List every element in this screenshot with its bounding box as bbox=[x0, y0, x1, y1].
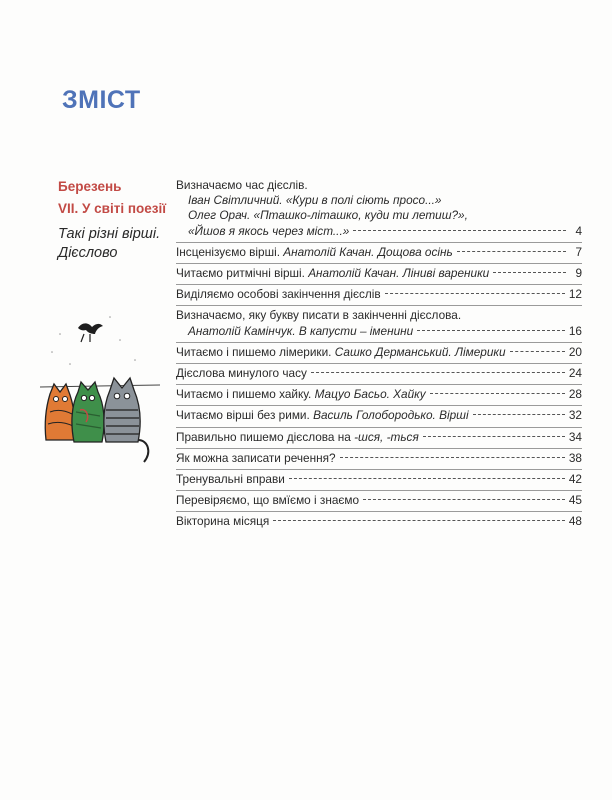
toc-entry-author-work: Анатолій Качан. Ліниві вареники bbox=[308, 266, 490, 281]
dot-leader bbox=[289, 478, 565, 479]
page-number: 12 bbox=[568, 287, 582, 302]
page-number: 24 bbox=[568, 366, 582, 381]
toc-entry-author-work: Олег Орач. «Пташко-літашко, куди ти летиш?», bbox=[188, 208, 468, 223]
cats-illustration bbox=[40, 312, 160, 472]
toc-entry-text bbox=[176, 266, 489, 281]
toc-entry-line bbox=[176, 493, 582, 508]
toc-entry-text bbox=[176, 408, 469, 423]
toc-entry-title: Як можна записати речення? bbox=[176, 450, 336, 465]
toc-entry[interactable] bbox=[176, 306, 582, 342]
toc-entry-title: Інсценізуємо вірші. bbox=[176, 244, 284, 259]
toc-entry-author-work: Сашко Дерманський. Лімерики bbox=[334, 344, 506, 359]
toc-entry-title: Дієслова минулого часу bbox=[176, 366, 307, 381]
toc-entry-text bbox=[188, 208, 468, 223]
toc-entry-title: Тренувальні вправи bbox=[176, 472, 285, 487]
toc-entry[interactable] bbox=[176, 343, 582, 364]
toc-entry-text bbox=[176, 345, 506, 360]
toc-entry-title: Вікторина місяця bbox=[176, 514, 270, 529]
toc-entry-author-work: Мацуо Басьо. Хайку bbox=[314, 387, 426, 402]
page-number: 34 bbox=[568, 429, 582, 444]
dot-leader bbox=[473, 414, 565, 415]
page-title: ЗМІСТ bbox=[62, 86, 141, 114]
toc-entry[interactable] bbox=[176, 243, 582, 264]
toc-entry-title: Виділяємо особові закінчення дієслів bbox=[176, 287, 381, 302]
toc-entry[interactable] bbox=[176, 385, 582, 406]
toc-entry-text bbox=[176, 430, 419, 445]
dot-leader bbox=[510, 351, 565, 352]
page-number: 48 bbox=[568, 514, 582, 529]
gray-cat-icon bbox=[104, 378, 148, 462]
toc-entry-author-work: Анатолій Камінчук. В капусти – іменини bbox=[188, 323, 414, 338]
toc-entry-line bbox=[176, 308, 582, 323]
toc-entry-line bbox=[176, 266, 582, 281]
dot-leader bbox=[493, 272, 566, 273]
toc-entry-author-work: «Йшов я якось через міст...» bbox=[188, 223, 350, 238]
toc-entry[interactable] bbox=[176, 406, 582, 427]
toc-entry-title: Читаємо і пишемо хайку. bbox=[176, 387, 315, 402]
toc-entry-author-work: -шся, -ться bbox=[354, 429, 419, 444]
toc-entry-text bbox=[176, 514, 269, 529]
toc-entry-line bbox=[176, 387, 582, 402]
toc-entry-line bbox=[176, 245, 582, 260]
toc-entry-title: Читаємо і пишемо лімерики. bbox=[176, 344, 335, 359]
toc-entry[interactable] bbox=[176, 264, 582, 285]
toc-entry-text bbox=[176, 387, 426, 402]
toc-entry-line bbox=[176, 193, 582, 208]
dot-leader bbox=[363, 499, 565, 500]
toc-entry[interactable] bbox=[176, 364, 582, 385]
page-number: 42 bbox=[568, 472, 582, 487]
topic-title: Такі різні вірші. Дієслово bbox=[58, 226, 161, 261]
toc-entry-text bbox=[176, 287, 381, 302]
bird-icon bbox=[78, 323, 103, 342]
toc-entry[interactable] bbox=[176, 512, 582, 532]
toc-entry-line bbox=[176, 430, 582, 445]
toc-entry[interactable] bbox=[176, 470, 582, 491]
toc-entry[interactable] bbox=[176, 491, 582, 512]
page-number: 38 bbox=[568, 450, 582, 465]
toc-entry-author-work: Василь Голобородько. Вірші bbox=[313, 408, 469, 423]
toc-entry[interactable] bbox=[176, 449, 582, 470]
page-number: 45 bbox=[568, 493, 582, 508]
toc-entry-title: Правильно пишемо дієслова на bbox=[176, 429, 355, 444]
page-number: 32 bbox=[568, 408, 582, 423]
green-cat-icon bbox=[72, 382, 104, 442]
toc-entry-line bbox=[176, 208, 582, 223]
toc-entry-text bbox=[188, 193, 441, 208]
dot-leader bbox=[430, 393, 565, 394]
toc-entry-line bbox=[176, 366, 582, 381]
page-number: 4 bbox=[575, 223, 582, 238]
toc-entry-title: Читаємо ритмічні вірші. bbox=[176, 266, 309, 281]
toc-entry[interactable] bbox=[176, 177, 582, 243]
page-number: 16 bbox=[568, 323, 582, 338]
toc-entry-text bbox=[176, 472, 285, 487]
section-sidebar bbox=[58, 179, 176, 263]
toc-entry-author-work: Анатолій Качан. Дощова осінь bbox=[283, 244, 453, 259]
dot-leader bbox=[417, 330, 565, 331]
dot-leader bbox=[340, 457, 565, 458]
dot-leader bbox=[311, 372, 565, 373]
toc-entry-title: Читаємо вірші без рими. bbox=[176, 408, 314, 423]
toc-entry-title: Перевіряємо, що вмїємо і знаємо bbox=[176, 493, 360, 508]
toc-entry-line bbox=[176, 324, 582, 339]
toc-entry-author-work: Іван Світличний. «Кури в полі сіють просо...» bbox=[188, 193, 442, 208]
toc-entry[interactable] bbox=[176, 285, 582, 306]
toc-entry-line bbox=[176, 514, 582, 529]
toc-entry-text bbox=[176, 178, 308, 193]
toc-entry-line bbox=[176, 178, 582, 193]
toc-entry-text bbox=[176, 451, 336, 466]
toc-entry-line bbox=[176, 224, 582, 239]
toc-entry-text bbox=[188, 324, 413, 339]
toc-entry-line bbox=[176, 287, 582, 302]
toc-entry[interactable] bbox=[176, 428, 582, 449]
orange-cat-icon bbox=[45, 384, 75, 440]
toc-entry-line bbox=[176, 345, 582, 360]
section-title: VII. У світі поезії bbox=[58, 201, 166, 216]
toc-entry-text bbox=[176, 308, 461, 323]
dot-leader bbox=[457, 251, 566, 252]
toc-entry-text bbox=[176, 366, 307, 381]
toc-entry-title: Визначаємо, яку букву писати в закінченні дієслова. bbox=[176, 308, 462, 323]
dot-leader bbox=[385, 293, 565, 294]
toc-entry-text bbox=[176, 493, 359, 508]
page-number: 28 bbox=[568, 387, 582, 402]
dot-leader bbox=[423, 436, 565, 437]
toc-entry-line bbox=[176, 451, 582, 466]
toc-entry-line bbox=[176, 472, 582, 487]
dot-leader bbox=[273, 520, 565, 521]
month-label: Березень bbox=[58, 179, 122, 194]
table-of-contents bbox=[176, 177, 582, 533]
dot-leader bbox=[353, 230, 566, 231]
toc-entry-title: Визначаємо час дієслів. bbox=[176, 178, 308, 192]
toc-entry-text bbox=[188, 224, 349, 239]
toc-entry-line bbox=[176, 408, 582, 423]
toc-entry-text bbox=[176, 245, 453, 260]
page-number: 20 bbox=[568, 344, 582, 359]
page-number: 7 bbox=[575, 244, 582, 259]
page-number: 9 bbox=[575, 266, 582, 281]
